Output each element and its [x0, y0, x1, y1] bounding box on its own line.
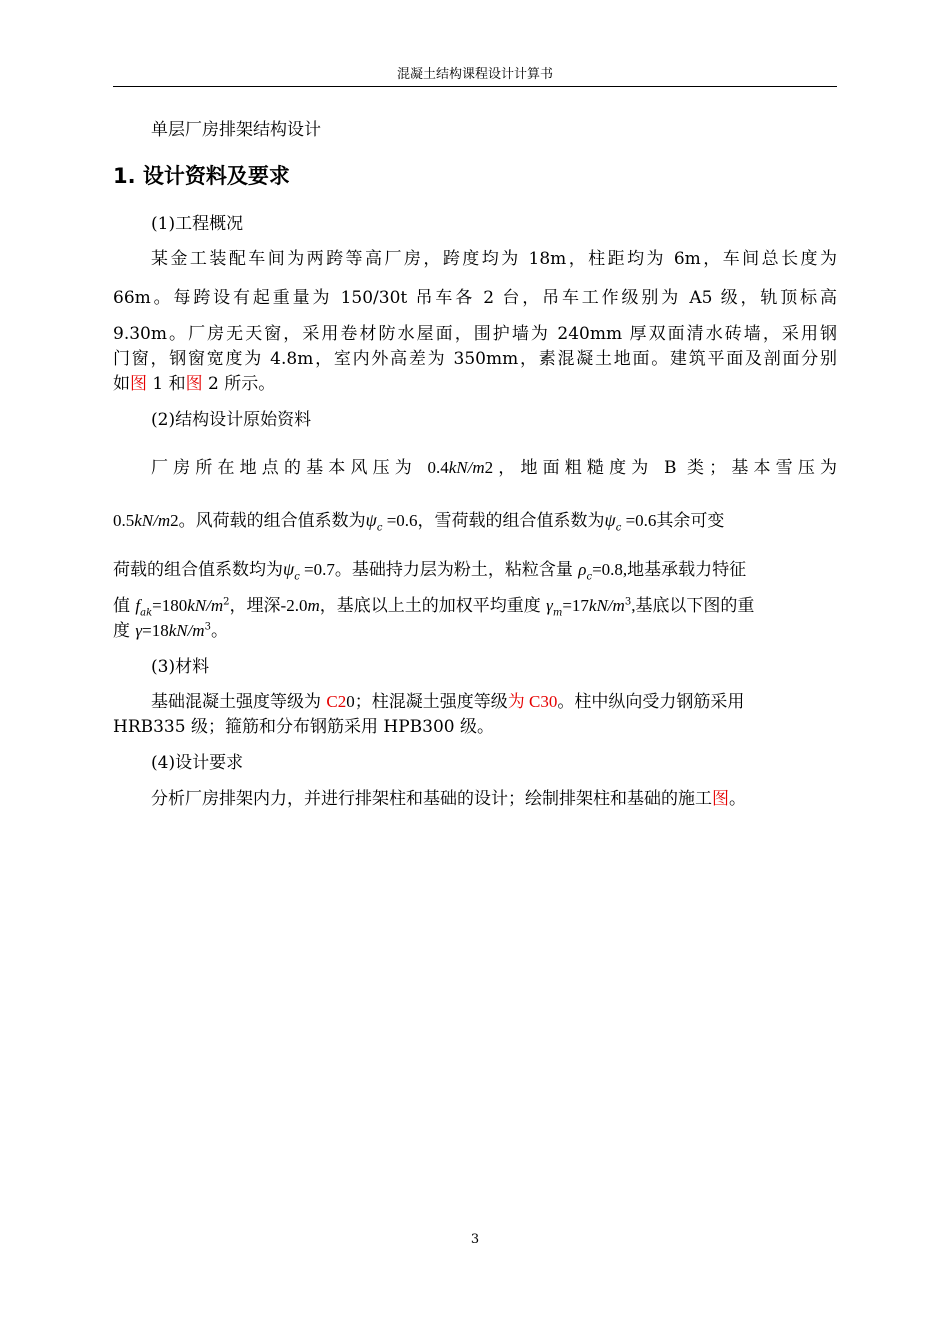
unit: kN/m	[187, 596, 224, 615]
paragraph-line	[113, 557, 837, 582]
value: =180	[152, 596, 188, 615]
subscript: c	[376, 522, 383, 534]
text: 基础混凝土强度等级为	[151, 692, 327, 712]
subscript: c	[615, 522, 622, 534]
text: 其余可变	[656, 511, 725, 531]
text: ，雪荷载的组合值系数为	[417, 511, 605, 531]
paragraph-line	[113, 594, 837, 618]
subscript: m	[552, 607, 563, 619]
rho-symbol: ρ	[578, 560, 587, 579]
unit: kN/m	[448, 458, 485, 477]
equation: =0.6	[621, 511, 657, 530]
paragraph-line: HRB335 级；箍筋和分布钢筋采用 HPB300 级。	[113, 717, 494, 737]
text: ，地面粗糙度为 B 类；基本雪压为	[493, 458, 837, 478]
subsection-heading-overview: (1)工程概况	[151, 214, 244, 234]
psi-symbol: ψ	[604, 510, 616, 530]
unit: kN/m	[134, 511, 171, 530]
unit: kN/m	[588, 596, 625, 615]
value: =18	[142, 621, 169, 640]
paragraph-line: 某金工装配车间为两跨等高厂房，跨度均为 18m，柱距均为 6m，车间总长度为	[151, 249, 837, 269]
text: 荷载的组合值系数均为	[113, 560, 283, 580]
highlight-text: 为 C30	[507, 692, 558, 711]
subscript: c	[294, 571, 300, 583]
text: 。	[210, 621, 228, 641]
paragraph-line	[151, 690, 837, 714]
header-rule	[113, 86, 837, 87]
text: 。柱中纵向受力钢筋采用	[557, 692, 745, 712]
subscript: ak	[140, 607, 153, 619]
paragraph-line	[151, 787, 837, 811]
paragraph-line: 门窗，钢窗宽度为 4.8m，室内外高差为 350mm，素混凝土地面。建筑平面及剖面分别	[113, 349, 837, 369]
paragraph-line	[113, 372, 837, 396]
text: 0；柱混凝土强度等级	[346, 692, 508, 711]
figure-link[interactable]: 图	[185, 374, 203, 394]
subsection-heading-requirements: (4)设计要求	[151, 753, 244, 773]
text: 值	[113, 596, 136, 616]
text: 。	[729, 789, 746, 809]
psi-symbol: ψ	[283, 559, 295, 579]
document-subtitle: 单层厂房排架结构设计	[151, 120, 321, 140]
text: ，埋深-2.0	[229, 596, 308, 615]
psi-symbol: ψ	[365, 510, 377, 530]
page-number: 3	[470, 1232, 480, 1247]
paragraph-line	[151, 456, 837, 480]
figure-link[interactable]: 图	[712, 789, 729, 809]
text: 2 所示。	[202, 374, 276, 394]
superscript: 2	[223, 596, 230, 608]
value: 0.5	[113, 511, 135, 530]
text: 。基础持力层为粉土，粘粒含量	[334, 560, 579, 580]
unit: kN/m	[168, 621, 205, 640]
subsection-heading-data: (2)结构设计原始资料	[151, 410, 312, 430]
highlight-text: C2	[326, 692, 347, 711]
value: 2	[484, 458, 494, 477]
subsection-heading-materials: (3)材料	[151, 657, 210, 677]
value: 0.4	[427, 458, 449, 477]
text: 度	[113, 621, 136, 641]
gamma-symbol: γ	[546, 596, 553, 615]
paragraph-line: 66m。每跨设有起重量为 150/30t 吊车各 2 台，吊车工作级别为 A5 级，轨顶标高	[113, 288, 837, 308]
text: ,基底以下图的重	[631, 596, 755, 615]
equation: =0.6	[382, 511, 418, 530]
text: 分析厂房排架内力，并进行排架柱和基础的设计；绘制排架柱和基础的施工	[151, 789, 712, 809]
unit: m	[307, 596, 320, 615]
superscript: 3	[204, 621, 211, 633]
text: =0.8,地基承载力特征	[592, 560, 747, 579]
subscript: c	[586, 571, 593, 583]
section-heading: 1. 设计资料及要求	[113, 164, 290, 188]
text: 1 和	[147, 374, 186, 394]
gamma-symbol: γ	[135, 621, 143, 640]
paragraph-line	[113, 508, 837, 533]
text: 厂房所在地点的基本风压为	[151, 458, 428, 478]
equation: =0.7	[299, 560, 335, 579]
value: 2	[170, 511, 179, 530]
paragraph-line	[113, 619, 837, 643]
value: =17	[562, 596, 589, 615]
f-symbol: f	[135, 596, 141, 615]
figure-link[interactable]: 图	[130, 374, 147, 394]
text: 如	[113, 374, 130, 394]
running-header: 混凝土结构课程设计计算书	[396, 67, 553, 82]
superscript: 3	[624, 596, 632, 608]
paragraph-line: 9.30m。厂房无天窗，采用卷材防水屋面，围护墙为 240mm 厚双面清水砖墙，采用钢	[113, 324, 837, 344]
text: ，基底以上土的加权平均重度	[319, 596, 547, 616]
text: 。风荷载的组合值系数为	[178, 511, 366, 531]
